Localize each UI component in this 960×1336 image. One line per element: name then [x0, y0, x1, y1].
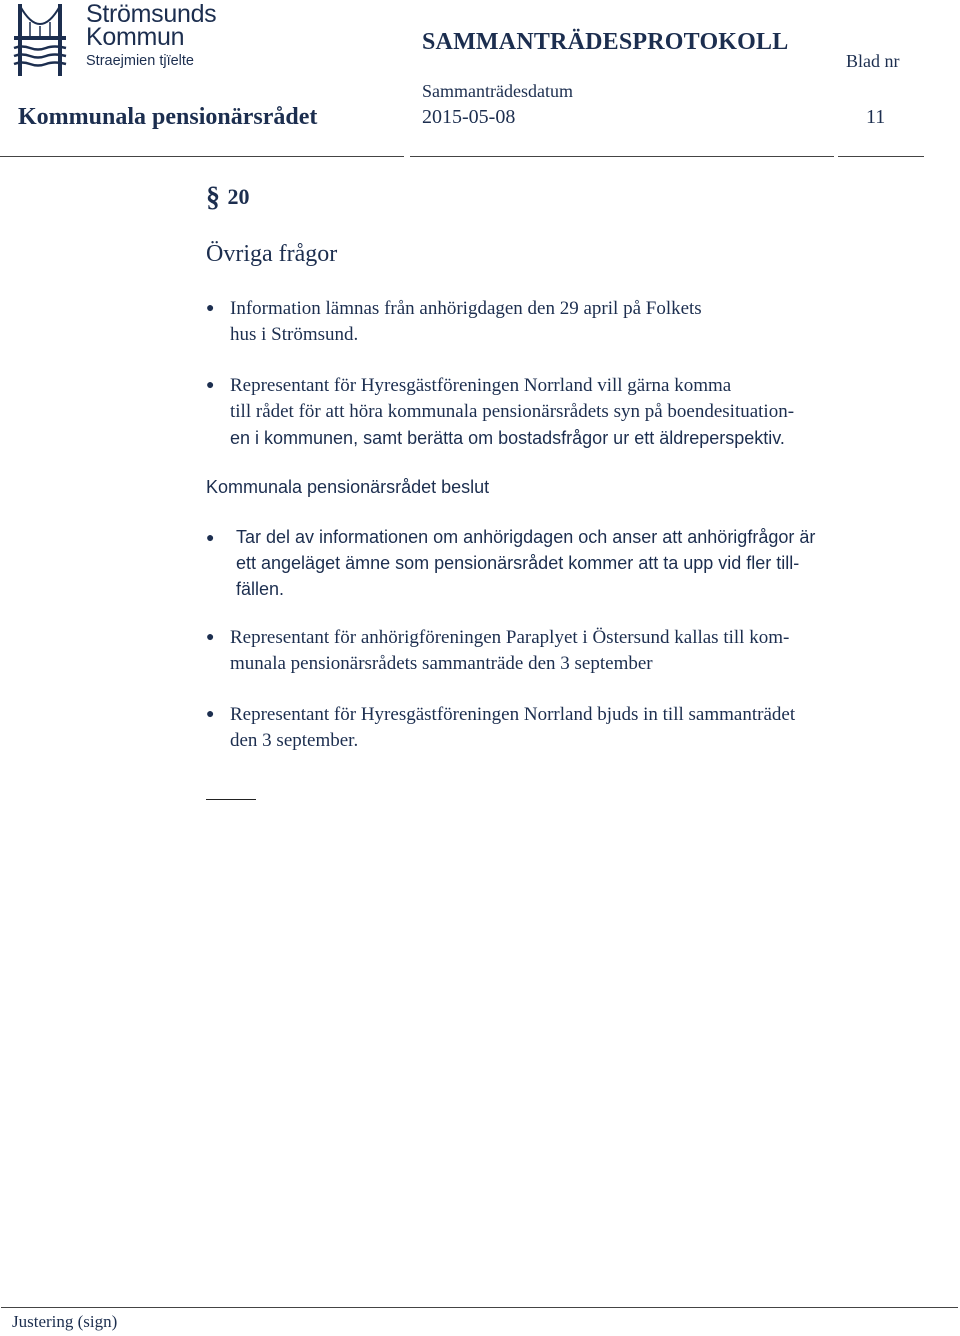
header-divider-left: [0, 156, 404, 157]
signature-line: [1, 1307, 119, 1308]
list-item-line: Information lämnas från anhörigdagen den 29 april på Folkets: [230, 298, 702, 319]
info-list: [206, 296, 906, 348]
bullet-icon: ●: [206, 378, 215, 393]
bullet-icon: ●: [206, 707, 215, 722]
list-item-line: Representant för anhörigföreningen Paraplyet i Östersund kallas till kom-: [230, 627, 790, 648]
municipality-logo: [12, 0, 217, 80]
list-item-line: fällen.: [236, 579, 285, 599]
list-item-line: en i kommunen, samt berätta om bostadsfrågor ur ett äldreperspektiv.: [230, 428, 785, 448]
list-item: [206, 702, 906, 754]
list-item-line: Tar del av informationen om anhörigdagen och anser att anhörigfrågor är: [236, 527, 816, 547]
bullet-icon: ●: [206, 529, 215, 545]
list-item-line: Representant för Hyresgästföreningen Norrland vill gärna komma: [230, 375, 732, 396]
list-item: [206, 296, 906, 348]
signature-label: Justering (sign): [12, 1312, 118, 1331]
list-item-line: hus i Strömsund.: [230, 324, 359, 345]
meeting-date: 2015-05-08: [422, 106, 516, 128]
logo-text-line2: Kommun: [86, 23, 185, 51]
logo-text-line1: Strömsunds: [86, 0, 217, 28]
meeting-date-label: Sammanträdesdatum: [422, 81, 573, 101]
list-item-line: den 3 september.: [230, 730, 359, 751]
decision-list-3: [206, 702, 906, 754]
section-end-rule: [206, 799, 256, 800]
list-item-line: Representant för Hyresgästföreningen Norrland bjuds in till sammanträdet: [230, 704, 796, 725]
header-divider-middle: [410, 156, 834, 157]
footer-divider: [10, 1307, 958, 1308]
list-item-line: munala pensionärsrådets sammanträde den 3 september: [230, 653, 653, 674]
section-number: [206, 183, 250, 212]
list-item: [206, 373, 906, 451]
section-symbol: §: [206, 182, 220, 213]
bullet-icon: ●: [206, 301, 215, 316]
page-number: 11: [866, 106, 886, 128]
document-title: SAMMANTRÄDESPROTOKOLL: [422, 29, 789, 55]
decision-heading: Kommunala pensionärsrådet beslut: [206, 477, 490, 497]
bridge-emblem-icon: [12, 2, 68, 76]
bullet-icon: ●: [206, 630, 215, 645]
section-heading: Övriga frågor: [206, 241, 338, 267]
list-item: [206, 524, 906, 602]
page-number-label: Blad nr: [846, 51, 900, 71]
logo-text-line3: Straejmien tjïelte: [86, 53, 194, 69]
decision-list-2: [206, 625, 906, 677]
decision-list: [206, 524, 906, 602]
header-divider-right: [838, 156, 924, 157]
organization-name: Kommunala pensionärsrådet: [18, 104, 318, 130]
list-item-line: till rådet för att höra kommunala pensionärsrådets syn på boendesituation-: [230, 401, 795, 422]
list-item-line: ett angeläget ämne som pensionärsrådet kommer att ta upp vid fler till-: [236, 553, 800, 573]
section-number-value: 20: [227, 184, 250, 209]
info-list-2: [206, 373, 906, 451]
list-item: [206, 625, 906, 677]
